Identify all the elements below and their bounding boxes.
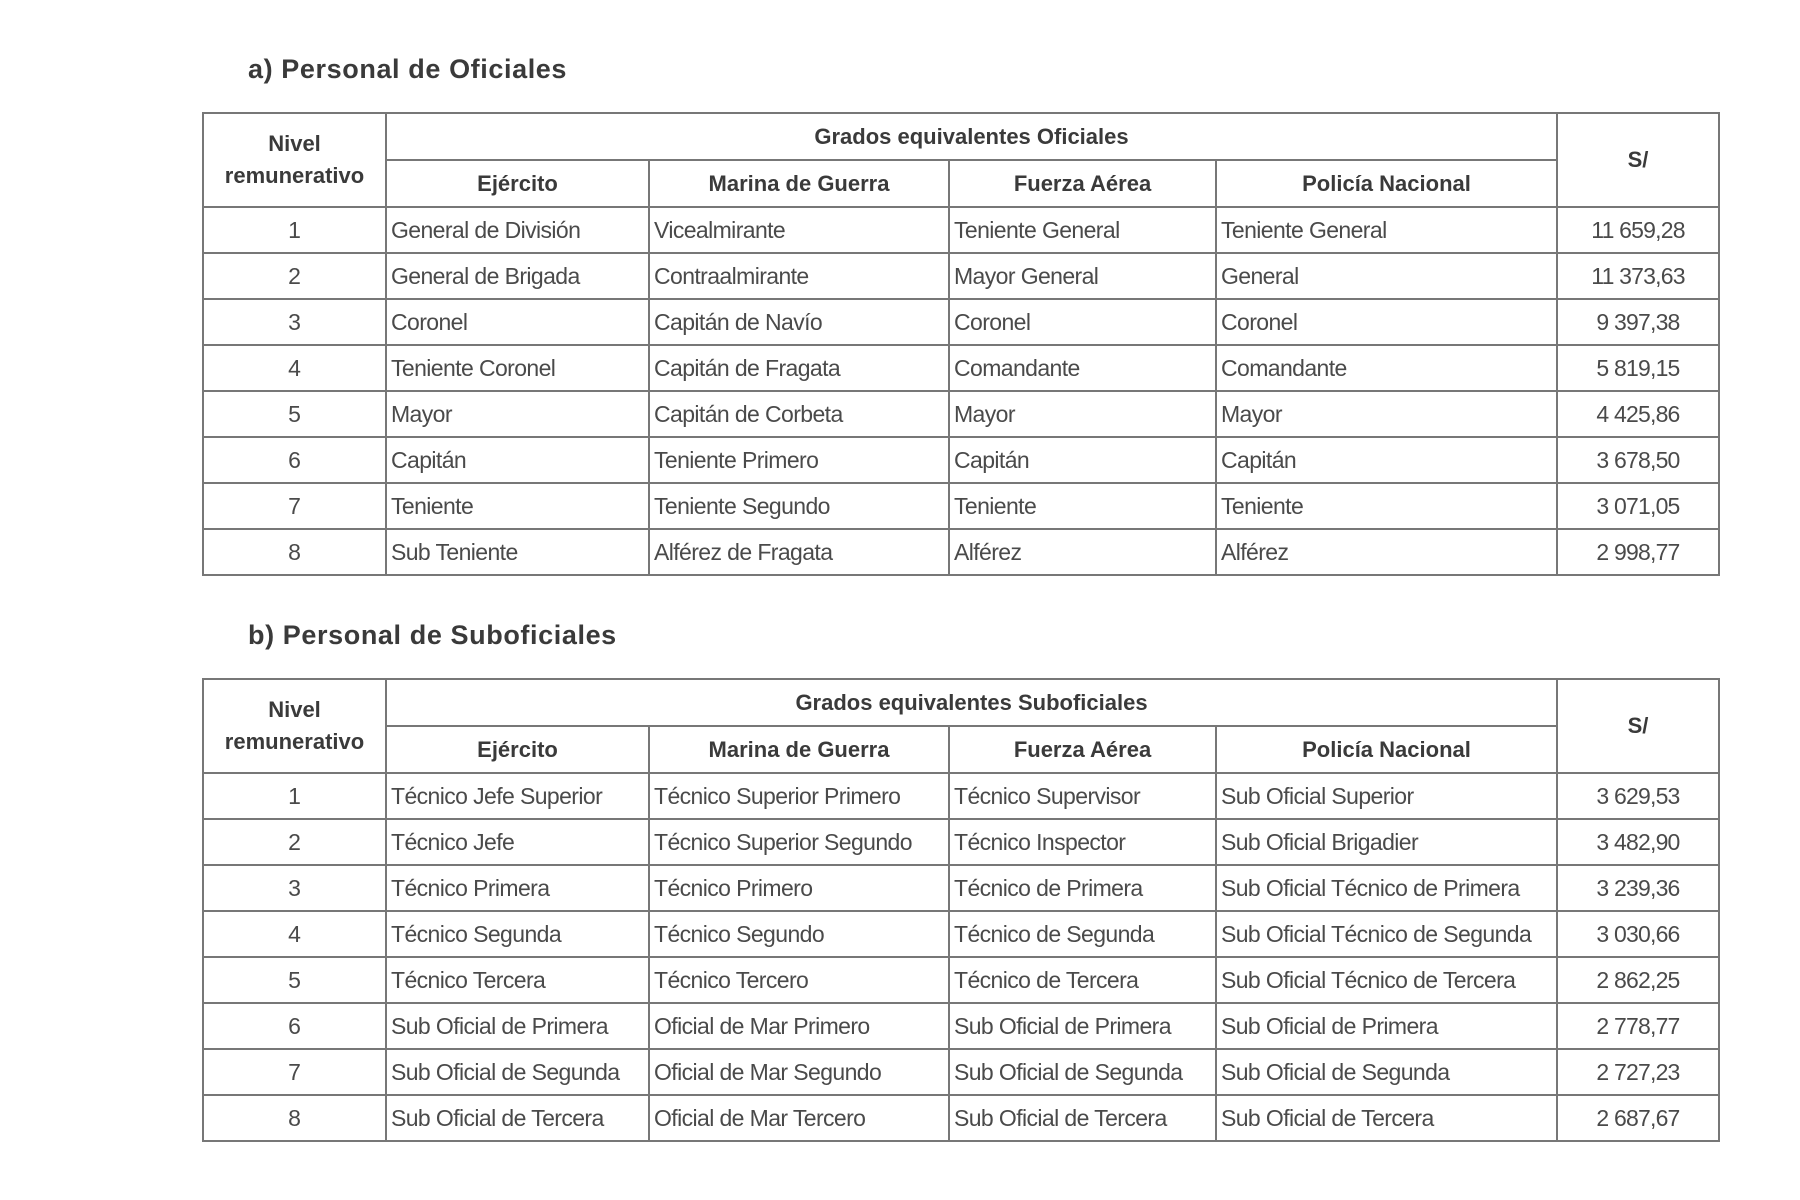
header-marina: Marina de Guerra [649, 726, 949, 773]
table-row [203, 865, 1719, 911]
cell-monto: 3 239,36 [1557, 865, 1719, 911]
table-row [203, 529, 1719, 575]
cell-fuerza-aerea: Técnico Supervisor [949, 773, 1216, 819]
section-title-suboficiales: b) Personal de Suboficiales [248, 620, 617, 650]
table-row [203, 773, 1719, 819]
header-fuerza-aerea: Fuerza Aérea [949, 726, 1216, 773]
table-row [203, 299, 1719, 345]
cell-monto: 2 727,23 [1557, 1049, 1719, 1095]
cell-ejercito: Sub Oficial de Segunda [386, 1049, 649, 1095]
table-row [203, 957, 1719, 1003]
cell-nivel: 1 [203, 773, 386, 819]
cell-policia: Sub Oficial Técnico de Tercera [1216, 957, 1557, 1003]
cell-ejercito: Mayor [386, 391, 649, 437]
cell-marina: Oficial de Mar Tercero [649, 1095, 949, 1141]
cell-fuerza-aerea: Sub Oficial de Primera [949, 1003, 1216, 1049]
cell-policia: Comandante [1216, 345, 1557, 391]
cell-ejercito: Sub Teniente [386, 529, 649, 575]
table-row [203, 911, 1719, 957]
cell-policia: Sub Oficial Técnico de Segunda [1216, 911, 1557, 957]
cell-policia: Sub Oficial Brigadier [1216, 819, 1557, 865]
table-suboficiales [202, 678, 1720, 1142]
cell-fuerza-aerea: Técnico Inspector [949, 819, 1216, 865]
table-row [203, 253, 1719, 299]
cell-ejercito: General de Brigada [386, 253, 649, 299]
header-nivel: Nivel remunerativo [203, 113, 386, 207]
header-marina: Marina de Guerra [649, 160, 949, 207]
cell-monto: 2 687,67 [1557, 1095, 1719, 1141]
cell-policia: Alférez [1216, 529, 1557, 575]
cell-monto: 3 678,50 [1557, 437, 1719, 483]
cell-fuerza-aerea: Mayor General [949, 253, 1216, 299]
cell-monto: 5 819,15 [1557, 345, 1719, 391]
cell-monto: 2 778,77 [1557, 1003, 1719, 1049]
cell-nivel: 4 [203, 345, 386, 391]
cell-marina: Teniente Primero [649, 437, 949, 483]
cell-monto: 4 425,86 [1557, 391, 1719, 437]
cell-marina: Capitán de Navío [649, 299, 949, 345]
cell-policia: Sub Oficial de Segunda [1216, 1049, 1557, 1095]
cell-nivel: 4 [203, 911, 386, 957]
cell-fuerza-aerea: Alférez [949, 529, 1216, 575]
cell-marina: Oficial de Mar Segundo [649, 1049, 949, 1095]
cell-marina: Técnico Tercero [649, 957, 949, 1003]
cell-monto: 11 659,28 [1557, 207, 1719, 253]
table-row [203, 207, 1719, 253]
header-nivel: Nivel remunerativo [203, 679, 386, 773]
cell-monto: 11 373,63 [1557, 253, 1719, 299]
header-group: Grados equivalentes Oficiales [386, 113, 1557, 160]
cell-monto: 2 862,25 [1557, 957, 1719, 1003]
cell-nivel: 3 [203, 299, 386, 345]
cell-nivel: 7 [203, 1049, 386, 1095]
cell-ejercito: Técnico Jefe [386, 819, 649, 865]
cell-fuerza-aerea: Sub Oficial de Tercera [949, 1095, 1216, 1141]
cell-ejercito: Técnico Segunda [386, 911, 649, 957]
cell-monto: 3 071,05 [1557, 483, 1719, 529]
cell-fuerza-aerea: Teniente General [949, 207, 1216, 253]
cell-marina: Capitán de Corbeta [649, 391, 949, 437]
table-row [203, 1095, 1719, 1141]
cell-policia: Sub Oficial de Tercera [1216, 1095, 1557, 1141]
cell-policia: Sub Oficial de Primera [1216, 1003, 1557, 1049]
cell-marina: Capitán de Fragata [649, 345, 949, 391]
cell-marina: Vicealmirante [649, 207, 949, 253]
cell-marina: Técnico Superior Primero [649, 773, 949, 819]
cell-ejercito: Capitán [386, 437, 649, 483]
cell-fuerza-aerea: Comandante [949, 345, 1216, 391]
cell-ejercito: Teniente [386, 483, 649, 529]
header-ejercito: Ejército [386, 726, 649, 773]
cell-marina: Técnico Primero [649, 865, 949, 911]
cell-marina: Contraalmirante [649, 253, 949, 299]
cell-fuerza-aerea: Técnico de Primera [949, 865, 1216, 911]
cell-nivel: 6 [203, 437, 386, 483]
cell-nivel: 2 [203, 819, 386, 865]
cell-nivel: 6 [203, 1003, 386, 1049]
cell-ejercito: Técnico Jefe Superior [386, 773, 649, 819]
table-row [203, 483, 1719, 529]
cell-marina: Oficial de Mar Primero [649, 1003, 949, 1049]
cell-nivel: 8 [203, 529, 386, 575]
cell-marina: Teniente Segundo [649, 483, 949, 529]
cell-nivel: 8 [203, 1095, 386, 1141]
cell-ejercito: Sub Oficial de Tercera [386, 1095, 649, 1141]
header-fuerza-aerea: Fuerza Aérea [949, 160, 1216, 207]
cell-fuerza-aerea: Coronel [949, 299, 1216, 345]
cell-fuerza-aerea: Teniente [949, 483, 1216, 529]
cell-ejercito: Técnico Tercera [386, 957, 649, 1003]
header-amount: S/ [1557, 679, 1719, 773]
table-oficiales [202, 112, 1720, 576]
cell-fuerza-aerea: Mayor [949, 391, 1216, 437]
cell-fuerza-aerea: Sub Oficial de Segunda [949, 1049, 1216, 1095]
table-row [203, 437, 1719, 483]
cell-nivel: 7 [203, 483, 386, 529]
header-ejercito: Ejército [386, 160, 649, 207]
cell-fuerza-aerea: Técnico de Segunda [949, 911, 1216, 957]
cell-nivel: 2 [203, 253, 386, 299]
cell-policia: Sub Oficial Técnico de Primera [1216, 865, 1557, 911]
cell-ejercito: Sub Oficial de Primera [386, 1003, 649, 1049]
cell-monto: 3 030,66 [1557, 911, 1719, 957]
header-amount: S/ [1557, 113, 1719, 207]
cell-marina: Técnico Segundo [649, 911, 949, 957]
table-row [203, 391, 1719, 437]
header-policia: Policía Nacional [1216, 160, 1557, 207]
header-policia: Policía Nacional [1216, 726, 1557, 773]
cell-policia: Coronel [1216, 299, 1557, 345]
cell-policia: Mayor [1216, 391, 1557, 437]
cell-ejercito: Coronel [386, 299, 649, 345]
cell-monto: 2 998,77 [1557, 529, 1719, 575]
table-row [203, 1049, 1719, 1095]
cell-ejercito: General de División [386, 207, 649, 253]
cell-policia: General [1216, 253, 1557, 299]
table-row [203, 1003, 1719, 1049]
cell-monto: 3 482,90 [1557, 819, 1719, 865]
cell-policia: Teniente General [1216, 207, 1557, 253]
cell-marina: Técnico Superior Segundo [649, 819, 949, 865]
cell-fuerza-aerea: Técnico de Tercera [949, 957, 1216, 1003]
table-row [203, 819, 1719, 865]
cell-nivel: 5 [203, 391, 386, 437]
cell-policia: Sub Oficial Superior [1216, 773, 1557, 819]
cell-monto: 3 629,53 [1557, 773, 1719, 819]
cell-nivel: 5 [203, 957, 386, 1003]
cell-nivel: 1 [203, 207, 386, 253]
cell-ejercito: Teniente Coronel [386, 345, 649, 391]
cell-marina: Alférez de Fragata [649, 529, 949, 575]
cell-policia: Teniente [1216, 483, 1557, 529]
table-row [203, 345, 1719, 391]
section-title-oficiales: a) Personal de Oficiales [248, 54, 568, 84]
header-group: Grados equivalentes Suboficiales [386, 679, 1557, 726]
cell-ejercito: Técnico Primera [386, 865, 649, 911]
cell-fuerza-aerea: Capitán [949, 437, 1216, 483]
cell-nivel: 3 [203, 865, 386, 911]
cell-monto: 9 397,38 [1557, 299, 1719, 345]
cell-policia: Capitán [1216, 437, 1557, 483]
